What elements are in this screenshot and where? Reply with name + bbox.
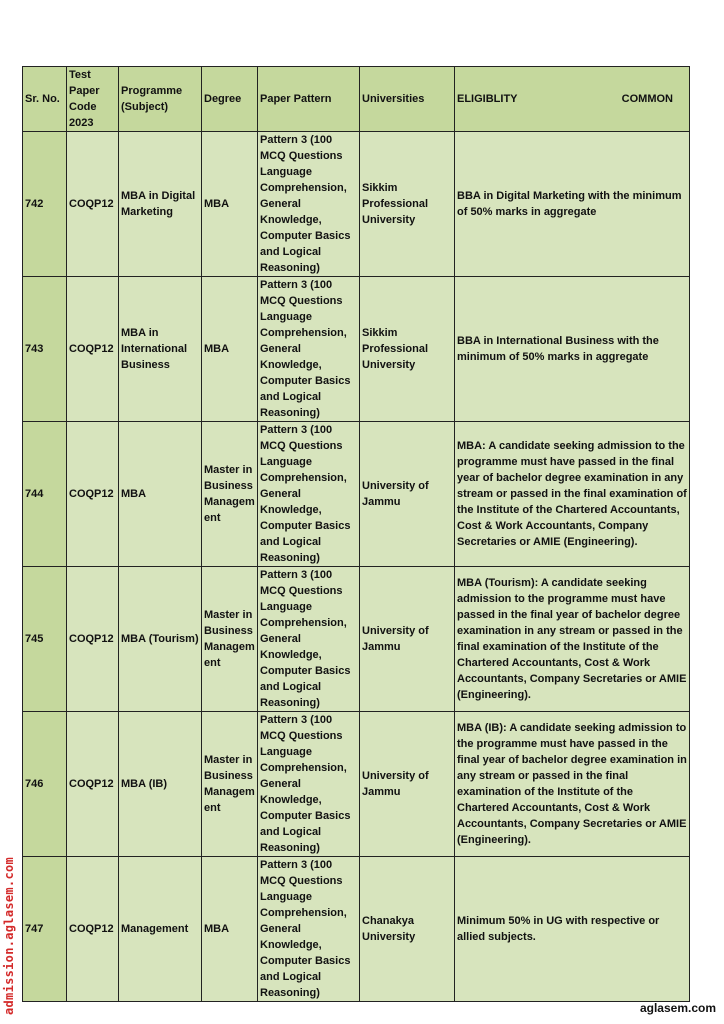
header-programme: Programme (Subject) xyxy=(119,67,202,132)
table-row xyxy=(23,712,690,857)
cell-sr-no: 746 xyxy=(23,712,67,857)
footer-brand: aglasem.com xyxy=(639,1001,716,1015)
cell-sr-no: 745 xyxy=(23,567,67,712)
table-row xyxy=(23,422,690,567)
header-eligibility-tag: COMMON xyxy=(621,93,673,105)
cell-programme: MBA (IB) xyxy=(119,712,202,857)
header-test-paper-code: Test Paper Code 2023 xyxy=(67,67,119,132)
cell-university: University of Jammu xyxy=(360,712,455,857)
header-eligibility-label: ELIGIBLITY xyxy=(457,93,518,105)
cell-eligibility: MBA: A candidate seeking admission to the programme must have passed in the final year of bachelor degree examination in any stream or passed in the final examination of the Institute of the Chartered Accountants, Cost & Work Accountants, Company Secretaries or AMIE (Engineering). xyxy=(455,422,690,567)
cell-programme: MBA xyxy=(119,422,202,567)
cell-degree: MBA xyxy=(202,857,258,1002)
watermark-text: admission.aglasem.com xyxy=(2,856,16,1015)
cell-code: COQP12 xyxy=(67,857,119,1002)
header-paper-pattern: Paper Pattern xyxy=(258,67,360,132)
cell-paper-pattern: Pattern 3 (100 MCQ Questions Language Comprehension, General Knowledge, Computer Basics and Logical Reasoning) xyxy=(258,567,360,712)
cell-paper-pattern: Pattern 3 (100 MCQ Questions Language Comprehension, General Knowledge, Computer Basics and Logical Reasoning) xyxy=(258,277,360,422)
cell-code: COQP12 xyxy=(67,277,119,422)
header-degree: Degree xyxy=(202,67,258,132)
cell-paper-pattern: Pattern 3 (100 MCQ Questions Language Comprehension, General Knowledge, Computer Basics and Logical Reasoning) xyxy=(258,857,360,1002)
cell-university: Chanakya University xyxy=(360,857,455,1002)
cell-sr-no: 743 xyxy=(23,277,67,422)
cell-university: Sikkim Professional University xyxy=(360,277,455,422)
header-universities: Universities xyxy=(360,67,455,132)
cell-programme: MBA (Tourism) xyxy=(119,567,202,712)
cell-degree: Master in Business Management xyxy=(202,567,258,712)
cell-paper-pattern: Pattern 3 (100 MCQ Questions Language Comprehension, General Knowledge, Computer Basics and Logical Reasoning) xyxy=(258,422,360,567)
cell-eligibility: BBA in Digital Marketing with the minimum of 50% marks in aggregate xyxy=(455,132,690,277)
cell-code: COQP12 xyxy=(67,567,119,712)
eligibility-table xyxy=(22,66,690,1002)
cell-sr-no: 742 xyxy=(23,132,67,277)
header-sr-no: Sr. No. xyxy=(23,67,67,132)
cell-degree: Master in Business Management xyxy=(202,712,258,857)
cell-university: University of Jammu xyxy=(360,567,455,712)
cell-sr-no: 744 xyxy=(23,422,67,567)
cell-paper-pattern: Pattern 3 (100 MCQ Questions Language Comprehension, General Knowledge, Computer Basics and Logical Reasoning) xyxy=(258,712,360,857)
cell-eligibility: BBA in International Business with the minimum of 50% marks in aggregate xyxy=(455,277,690,422)
cell-paper-pattern: Pattern 3 (100 MCQ Questions Language Comprehension, General Knowledge, Computer Basics and Logical Reasoning) xyxy=(258,132,360,277)
table-row xyxy=(23,277,690,422)
cell-degree: MBA xyxy=(202,277,258,422)
cell-code: COQP12 xyxy=(67,422,119,567)
cell-sr-no: 747 xyxy=(23,857,67,1002)
cell-degree: MBA xyxy=(202,132,258,277)
table-row xyxy=(23,567,690,712)
table-header-row xyxy=(23,67,690,132)
cell-eligibility: Minimum 50% in UG with respective or allied subjects. xyxy=(455,857,690,1002)
cell-degree: Master in Business Management xyxy=(202,422,258,567)
cell-eligibility: MBA (Tourism): A candidate seeking admission to the programme must have passed in the final year of bachelor degree examination in any stream or passed in the final examination of the Institute of the Chartered Accountants, Cost & Work Accountants, Company Secretaries or AMIE (Engineering). xyxy=(455,567,690,712)
cell-programme: MBA in Digital Marketing xyxy=(119,132,202,277)
cell-code: COQP12 xyxy=(67,712,119,857)
table-row xyxy=(23,857,690,1002)
cell-programme: MBA in International Business xyxy=(119,277,202,422)
cell-eligibility: MBA (IB): A candidate seeking admission to the programme must have passed in the final year of bachelor degree examination in any stream or passed in the final examination of the Institute of the Chartered Accountants, Cost & Work Accountants, Company Secretaries or AMIE (Engineering). xyxy=(455,712,690,857)
cell-code: COQP12 xyxy=(67,132,119,277)
cell-programme: Management xyxy=(119,857,202,1002)
header-eligibility xyxy=(455,67,690,132)
cell-university: University of Jammu xyxy=(360,422,455,567)
table-row xyxy=(23,132,690,277)
cell-university: Sikkim Professional University xyxy=(360,132,455,277)
